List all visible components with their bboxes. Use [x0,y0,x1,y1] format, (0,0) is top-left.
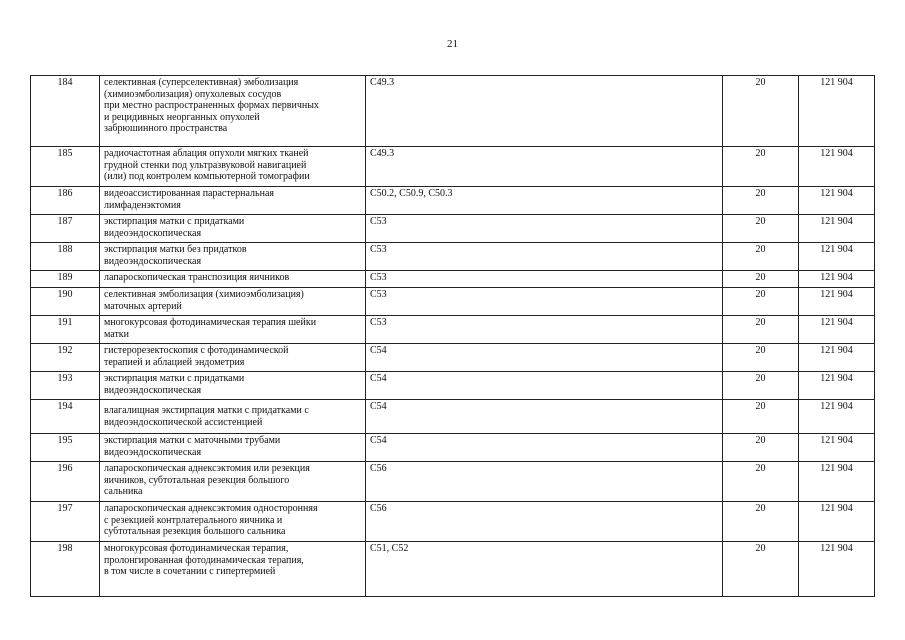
group-number: 20 [723,542,799,597]
group-number: 20 [723,502,799,542]
group-number: 20 [723,372,799,400]
diagnosis-codes: C56 [366,502,723,542]
row-number: 191 [31,316,100,344]
table-row [31,147,875,187]
diagnosis-codes: C54 [366,400,723,434]
cost-value: 121 904 [799,187,875,215]
procedure-name: экстирпация матки с придатками видеоэндоскопическая [100,372,366,400]
table-row [31,372,875,400]
table-row [31,271,875,288]
table-row [31,434,875,462]
diagnosis-codes: C49.3 [366,147,723,187]
table-row [31,462,875,502]
row-number: 196 [31,462,100,502]
group-number: 20 [723,434,799,462]
group-number: 20 [723,462,799,502]
procedure-name: селективная (суперселективная) эмболизация (химиоэмболизация) опухолевых сосудов при местно распространенных формах первичных и рецидивных неорганных опухолей забрюшинного пространства [100,76,366,147]
procedure-name: экстирпация матки с маточными трубами видеоэндоскопическая [100,434,366,462]
cost-value: 121 904 [799,215,875,243]
group-number: 20 [723,288,799,316]
cost-value: 121 904 [799,76,875,147]
table-row [31,187,875,215]
group-number: 20 [723,271,799,288]
diagnosis-codes: C56 [366,462,723,502]
procedure-name: экстирпация матки с придатками видеоэндоскопическая [100,215,366,243]
procedure-name: лапароскопическая аднексэктомия односторонняя с резекцией контрлатерального яичника и субтотальная резекция большого сальника [100,502,366,542]
procedures-table [30,75,875,597]
procedures-table-body [31,76,875,597]
row-number: 197 [31,502,100,542]
cost-value: 121 904 [799,502,875,542]
cost-value: 121 904 [799,271,875,288]
diagnosis-codes: C53 [366,288,723,316]
row-number: 190 [31,288,100,316]
row-number: 188 [31,243,100,271]
diagnosis-codes: C53 [366,243,723,271]
table-row [31,316,875,344]
row-number: 194 [31,400,100,434]
group-number: 20 [723,76,799,147]
procedure-name: влагалищная экстирпация матки с придатками с видеоэндоскопической ассистенцией [100,400,366,434]
table-row [31,502,875,542]
group-number: 20 [723,215,799,243]
table-row [31,76,875,147]
group-number: 20 [723,243,799,271]
row-number: 185 [31,147,100,187]
table-row [31,344,875,372]
procedure-name: экстирпация матки без придатков видеоэндоскопическая [100,243,366,271]
group-number: 20 [723,344,799,372]
diagnosis-codes: C54 [366,344,723,372]
page-number: 21 [447,38,458,50]
diagnosis-codes: C49.3 [366,76,723,147]
row-number: 195 [31,434,100,462]
cost-value: 121 904 [799,372,875,400]
cost-value: 121 904 [799,434,875,462]
row-number: 192 [31,344,100,372]
group-number: 20 [723,400,799,434]
diagnosis-codes: C51, C52 [366,542,723,597]
cost-value: 121 904 [799,243,875,271]
cost-value: 121 904 [799,147,875,187]
diagnosis-codes: C53 [366,316,723,344]
table-row [31,542,875,597]
procedure-name: селективная эмболизация (химиоэмболизация) маточных артерий [100,288,366,316]
diagnosis-codes: C53 [366,215,723,243]
procedure-name: видеоассистированная парастернальная лимфаденэктомия [100,187,366,215]
row-number: 184 [31,76,100,147]
cost-value: 121 904 [799,344,875,372]
group-number: 20 [723,147,799,187]
table-row [31,400,875,434]
cost-value: 121 904 [799,462,875,502]
cost-value: 121 904 [799,288,875,316]
row-number: 186 [31,187,100,215]
row-number: 198 [31,542,100,597]
procedure-name: радиочастотная аблация опухоли мягких тканей грудной стенки под ультразвуковой навигацией (или) под контролем компьютерной томографии [100,147,366,187]
group-number: 20 [723,187,799,215]
row-number: 189 [31,271,100,288]
table-row [31,215,875,243]
procedure-name: многокурсовая фотодинамическая терапия шейки матки [100,316,366,344]
diagnosis-codes: C53 [366,271,723,288]
procedure-name: лапароскопическая аднексэктомия или резекция яичников, субтотальная резекция большого сальника [100,462,366,502]
diagnosis-codes: C50.2, C50.9, C50.3 [366,187,723,215]
cost-value: 121 904 [799,316,875,344]
group-number: 20 [723,316,799,344]
table-row [31,243,875,271]
cost-value: 121 904 [799,542,875,597]
table-row [31,288,875,316]
cost-value: 121 904 [799,400,875,434]
row-number: 187 [31,215,100,243]
procedure-name: многокурсовая фотодинамическая терапия, пролонгированная фотодинамическая терапия, в том числе в сочетании с гипертермией [100,542,366,597]
diagnosis-codes: C54 [366,372,723,400]
procedure-name: лапароскопическая транспозиция яичников [100,271,366,288]
procedure-name: гистерорезектоскопия с фотодинамической терапией и аблацией эндометрия [100,344,366,372]
diagnosis-codes: C54 [366,434,723,462]
row-number: 193 [31,372,100,400]
